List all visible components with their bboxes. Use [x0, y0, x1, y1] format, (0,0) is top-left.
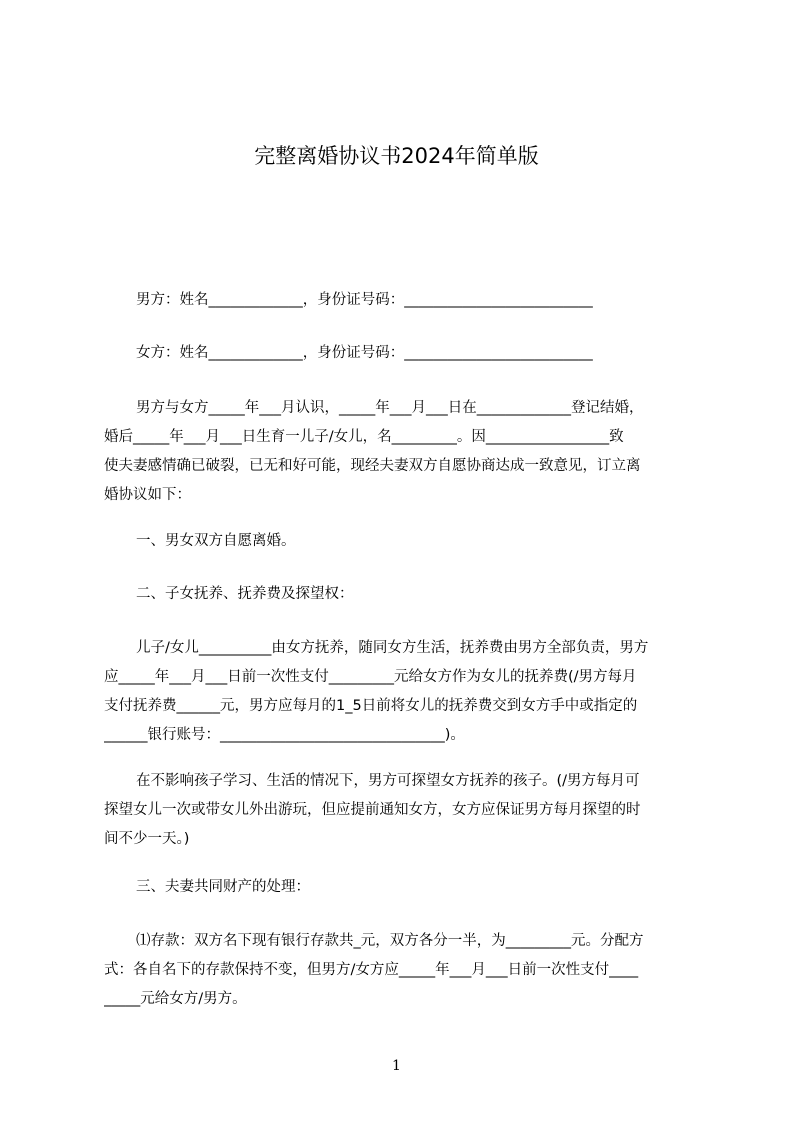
intro-line-1: 男方与女方_____年___月认识，_____年___月___日在_____________登记结婚， — [136, 400, 644, 416]
custody-line-1: 儿子/女儿__________由女方抚养，随同女方生活，抚养费由男方全部负责，男方 — [136, 640, 649, 656]
female-party-info — [104, 339, 702, 368]
section-2-heading: 二、子女抚养、抚养费及探望权： — [136, 586, 354, 602]
visitation-line-3: 间不少一天。) — [104, 831, 190, 847]
deposit-paragraph — [104, 927, 702, 1014]
section-2 — [104, 580, 702, 609]
female-party-line: 女方：姓名_____________，身份证号码：__________________________ — [136, 345, 593, 361]
custody-line-2: 应_____年___月___日前一次性支付_________元给女方作为女儿的抚养费(/男方每月 — [104, 669, 637, 685]
visitation-line-2: 探望女儿一次或带女儿外出游玩，但应提前通知女方，女方应保证男方每月探望的时 — [104, 802, 641, 818]
deposit-line-1: ⑴存款：双方名下现有银行存款共_元，双方各分一半，为_________元。分配方 — [136, 933, 644, 949]
custody-line-4: ______银行账号：_______________________________)。 — [104, 727, 465, 743]
intro-line-4: 婚协议如下： — [104, 487, 191, 503]
intro-line-3: 使夫妻感情确已破裂，已无和好可能，现经夫妻双方自愿协商达成一致意见，订立离 — [104, 458, 641, 474]
section-3-heading: 三、夫妻共同财产的处理： — [136, 879, 310, 895]
intro-line-2: 婚后_____年___月___日生育一儿子/女儿，名_________。因_________________致 — [104, 429, 624, 445]
custody-line-3: 支付抚养费______元，男方应每月的1_5日前将女儿的抚养费交到女方手中或指定的 — [104, 698, 638, 714]
section-1 — [104, 527, 702, 556]
deposit-line-2: 式：各自名下的存款保持不变，但男方/女方应_____年___月___日前一次性支付____ — [104, 962, 639, 978]
custody-paragraph — [104, 634, 702, 750]
intro-paragraph — [104, 394, 702, 510]
male-party-info — [104, 286, 702, 315]
visitation-paragraph — [104, 767, 702, 854]
section-1-heading: 一、男女双方自愿离婚。 — [136, 533, 296, 549]
page-number: 1 — [392, 1058, 401, 1074]
deposit-line-3: _____元给女方/男方。 — [104, 991, 247, 1007]
document-title: 完整离婚协议书2024年简单版 — [254, 144, 539, 168]
visitation-line-1: 在不影响孩子学习、生活的情况下，男方可探望女方抚养的孩子。(/男方每月可 — [136, 773, 640, 789]
male-party-line: 男方：姓名_____________，身份证号码：__________________________ — [136, 292, 593, 308]
section-3 — [104, 873, 702, 902]
